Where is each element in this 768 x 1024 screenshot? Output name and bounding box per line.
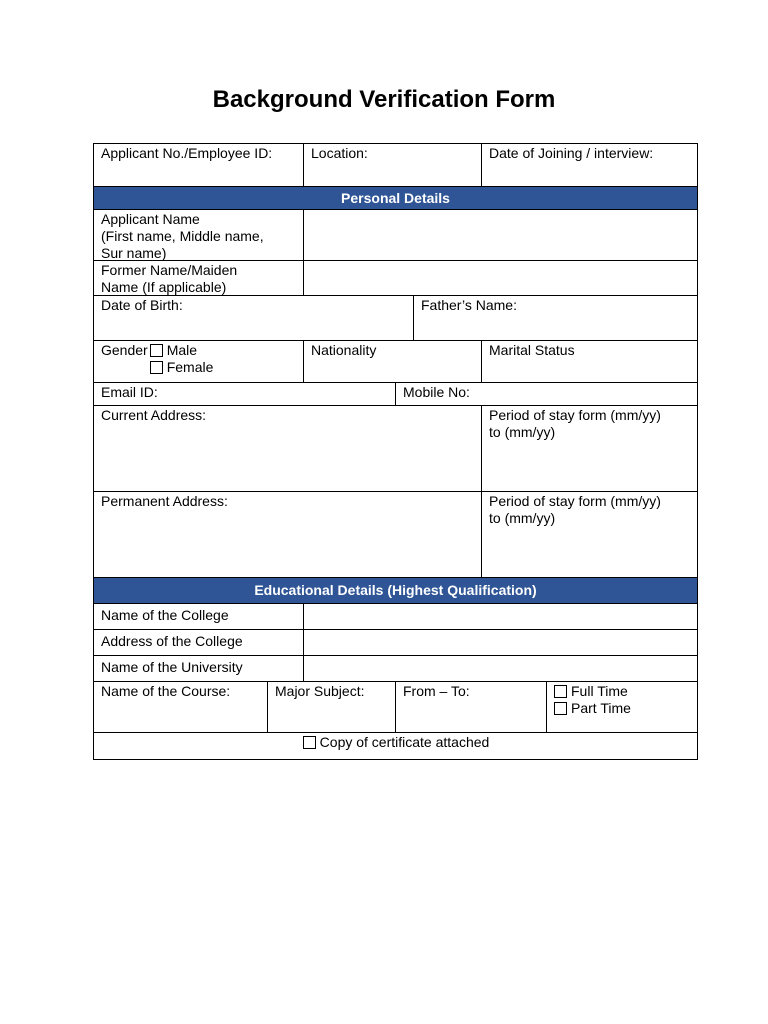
current-address-field[interactable] xyxy=(94,406,482,491)
from-to-field[interactable] xyxy=(396,682,547,732)
dob-label: Date of Birth: xyxy=(101,297,183,313)
permanent-address-label: Permanent Address: xyxy=(101,493,228,509)
full-time-checkbox[interactable] xyxy=(554,685,567,698)
permanent-period-label-1: Period of stay form (mm/yy) xyxy=(489,493,661,509)
contact-row xyxy=(93,383,698,406)
location-label: Location: xyxy=(311,145,368,161)
current-address-row xyxy=(93,406,698,492)
verification-form xyxy=(93,143,698,760)
personal-details-header: Personal Details xyxy=(93,187,698,210)
educational-details-header: Educational Details (Highest Qualification) xyxy=(93,578,698,604)
permanent-address-field[interactable] xyxy=(94,492,482,577)
applicant-id-label: Applicant No./Employee ID: xyxy=(101,145,273,161)
part-time-option[interactable] xyxy=(554,700,691,717)
college-address-row xyxy=(93,630,698,656)
major-subject-label: Major Subject: xyxy=(275,683,365,699)
major-subject-field[interactable] xyxy=(268,682,396,732)
certificate-label: Copy of certificate attached xyxy=(319,734,490,750)
college-address-label-cell xyxy=(94,630,304,655)
current-period-label-2: to (mm/yy) xyxy=(489,424,556,440)
date-joining-field[interactable] xyxy=(482,144,697,186)
part-time-checkbox[interactable] xyxy=(554,702,567,715)
gender-female-option[interactable] xyxy=(150,359,214,376)
applicant-name-label: Applicant Name xyxy=(101,211,200,227)
university-row xyxy=(93,656,698,682)
marital-status-field[interactable] xyxy=(482,341,697,382)
college-address-field[interactable] xyxy=(304,630,697,655)
certificate-row xyxy=(93,733,698,760)
current-period-label-1: Period of stay form (mm/yy) xyxy=(489,407,661,423)
full-time-label: Full Time xyxy=(571,683,628,699)
current-period-field[interactable] xyxy=(482,406,697,491)
marital-status-label: Marital Status xyxy=(489,342,575,358)
applicant-id-field[interactable] xyxy=(94,144,304,186)
university-label: Name of the University xyxy=(101,659,243,675)
gender-row xyxy=(93,341,698,383)
college-address-label: Address of the College xyxy=(101,633,243,649)
applicant-name-field[interactable] xyxy=(304,210,697,260)
course-label: Name of the Course: xyxy=(101,683,231,699)
part-time-label: Part Time xyxy=(571,700,631,716)
male-label: Male xyxy=(166,342,198,358)
course-row xyxy=(93,682,698,733)
permanent-period-label-2: to (mm/yy) xyxy=(489,510,556,526)
college-name-row xyxy=(93,604,698,630)
father-name-label: Father’s Name: xyxy=(421,297,517,313)
gender-male-option[interactable] xyxy=(150,342,214,359)
college-name-label: Name of the College xyxy=(101,607,229,623)
former-name-field[interactable] xyxy=(304,261,697,295)
from-to-label: From – To: xyxy=(403,683,470,699)
email-field[interactable] xyxy=(94,383,396,405)
mobile-label: Mobile No: xyxy=(403,384,470,400)
permanent-period-field[interactable] xyxy=(482,492,697,577)
male-checkbox[interactable] xyxy=(150,344,163,357)
date-joining-label: Date of Joining / interview: xyxy=(489,145,654,161)
female-checkbox[interactable] xyxy=(150,361,163,374)
mobile-field[interactable] xyxy=(396,383,697,405)
college-name-label-cell xyxy=(94,604,304,629)
former-name-label-2: Name (If applicable) xyxy=(101,279,227,295)
course-field[interactable] xyxy=(94,682,268,732)
college-name-field[interactable] xyxy=(304,604,697,629)
applicant-name-hint-2: Sur name) xyxy=(101,245,167,261)
dob-field[interactable] xyxy=(94,296,414,340)
current-address-label: Current Address: xyxy=(101,407,207,423)
former-name-label-1: Former Name/Maiden xyxy=(101,262,238,278)
certificate-option[interactable] xyxy=(296,733,496,759)
father-name-field[interactable] xyxy=(414,296,697,340)
female-label: Female xyxy=(166,359,214,375)
university-label-cell xyxy=(94,656,304,681)
nationality-label: Nationality xyxy=(311,342,377,358)
page-title: Background Verification Form xyxy=(212,86,556,113)
certificate-checkbox[interactable] xyxy=(303,736,316,749)
applicant-name-label-cell xyxy=(94,210,304,260)
gender-cell xyxy=(94,341,304,382)
dob-row xyxy=(93,296,698,341)
full-time-option[interactable] xyxy=(554,683,691,700)
university-field[interactable] xyxy=(304,656,697,681)
applicant-name-hint-1: (First name, Middle name, xyxy=(101,228,264,244)
former-name-row xyxy=(93,261,698,296)
email-label: Email ID: xyxy=(101,384,158,400)
applicant-name-row xyxy=(93,210,698,261)
nationality-field[interactable] xyxy=(304,341,482,382)
gender-label: Gender xyxy=(101,342,148,358)
location-field[interactable] xyxy=(304,144,482,186)
permanent-address-row xyxy=(93,492,698,578)
study-mode-cell xyxy=(547,682,697,732)
former-name-label-cell xyxy=(94,261,304,295)
id-row xyxy=(93,143,698,187)
